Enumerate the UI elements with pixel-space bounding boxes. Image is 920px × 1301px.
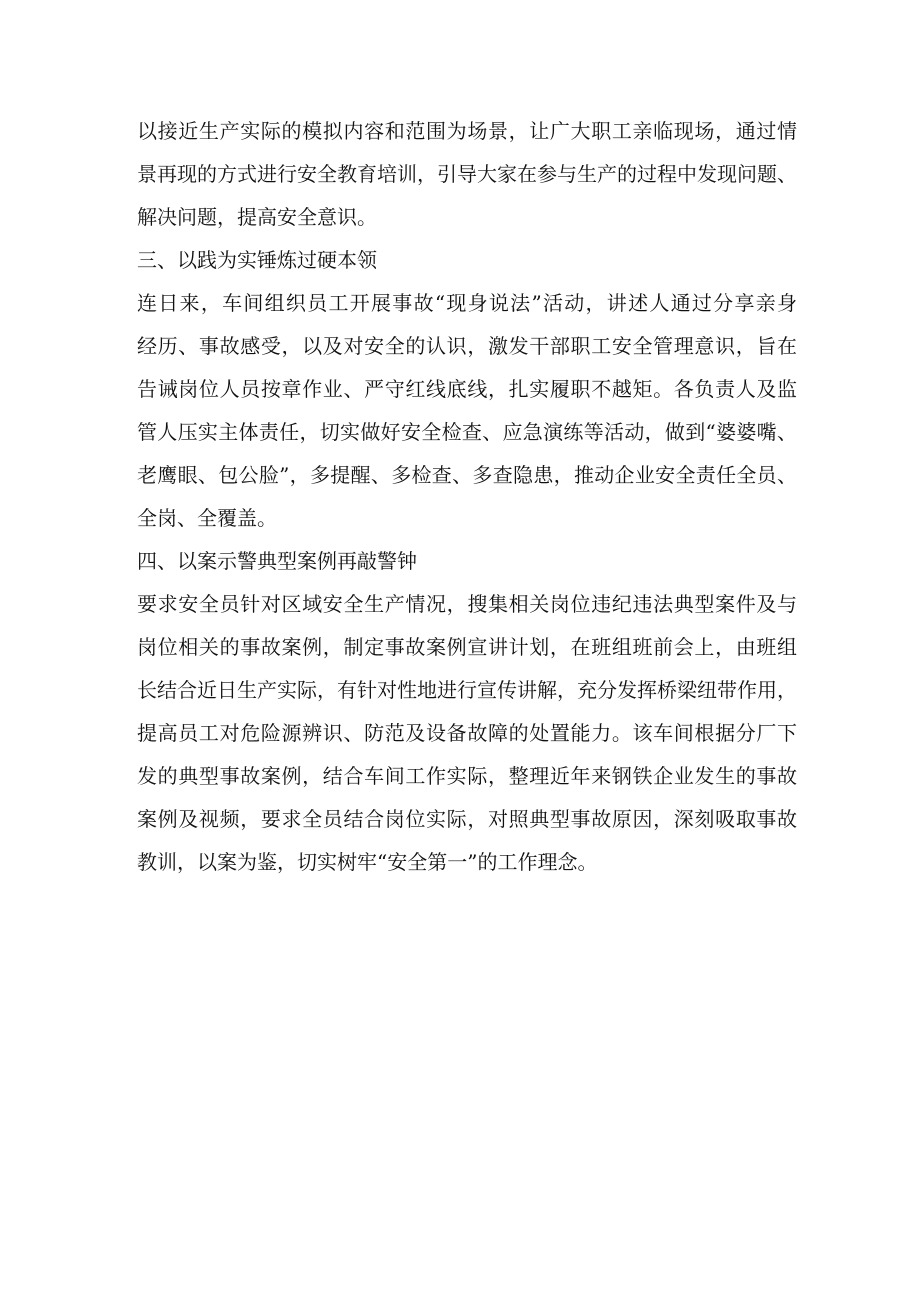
text-line: 全岗、全覆盖。 (137, 506, 277, 530)
heading-text: 四、以案示警典型案例再敲警钟 (137, 549, 417, 573)
section-heading-4 (137, 540, 797, 583)
text-line: 岗位相关的事故案例，制定事故案例宣讲计划，在班组班前会上，由班组 (137, 635, 797, 659)
text-line: 告诫岗位人员按章作业、严守红线底线，扎实履职不越矩。各负责人及监 (137, 377, 797, 401)
text-line: 解决问题，提高安全意识。 (137, 205, 377, 229)
text-line: 经历、事故感受，以及对安全的认识，激发干部职工安全管理意识，旨在 (137, 334, 797, 358)
text-line: 景再现的方式进行安全教育培训，引导大家在参与生产的过程中发现问题、 (137, 162, 797, 186)
section-heading-3 (137, 239, 797, 282)
text-line: 连日来，车间组织员工开展事故“现身说法”活动，讲述人通过分享亲身 (137, 291, 797, 315)
text-line: 发的典型事故案例，结合车间工作实际，整理近年来钢铁企业发生的事故 (137, 764, 797, 788)
paragraph-scenario-training (137, 110, 797, 239)
text-line: 老鹰眼、包公脸”，多提醒、多检查、多查隐患，推动企业安全责任全员、 (137, 463, 797, 487)
text-line: 长结合近日生产实际，有针对性地进行宣传讲解，充分发挥桥梁纽带作用， (137, 678, 797, 702)
text-line: 要求安全员针对区域安全生产情况，搜集相关岗位违纪违法典型案件及与 (137, 592, 797, 616)
text-line: 教训，以案为鉴，切实树牢“安全第一”的工作理念。 (137, 850, 598, 874)
text-line: 管人压实主体责任，切实做好安全检查、应急演练等活动，做到“婆婆嘴、 (137, 420, 797, 444)
text-line: 以接近生产实际的模拟内容和范围为场景，让广大职工亲临现场，通过情 (137, 119, 797, 143)
text-line: 案例及视频，要求全员结合岗位实际，对照典型事故原因，深刻吸取事故 (137, 807, 797, 831)
document-body (137, 110, 797, 884)
paragraph-case-warning (137, 583, 797, 884)
heading-text: 三、以践为实锤炼过硬本领 (137, 248, 377, 272)
paragraph-accident-testimony (137, 282, 797, 540)
text-line: 提高员工对危险源辨识、防范及设备故障的处置能力。该车间根据分厂下 (137, 721, 797, 745)
